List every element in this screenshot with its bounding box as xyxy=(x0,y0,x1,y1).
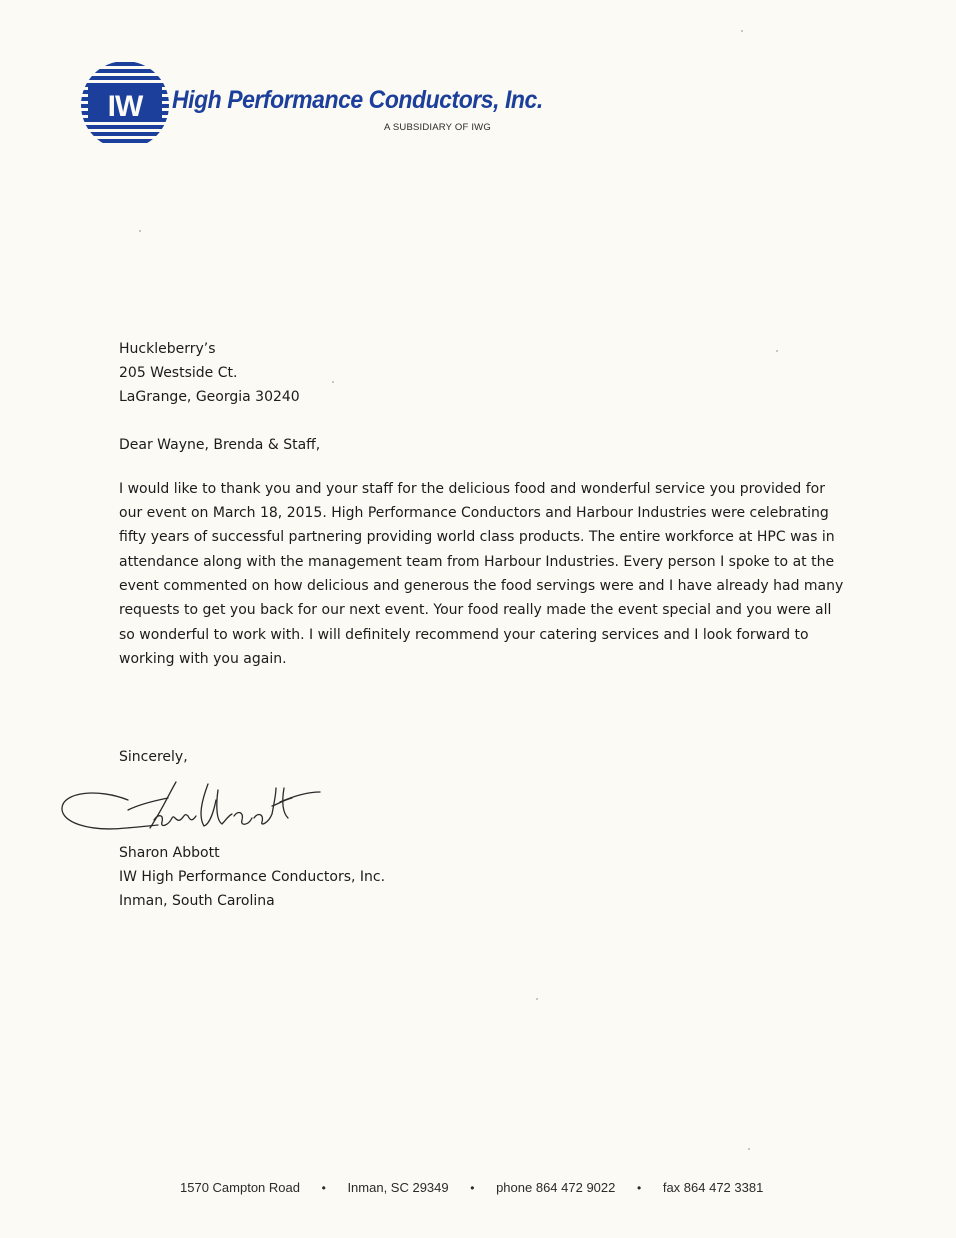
signature-icon xyxy=(58,770,338,840)
logo-mark: IW xyxy=(107,90,143,123)
scan-speck xyxy=(741,30,743,32)
body-line: attendance along with the management team from Harbour Industries. Every person I spoke to at the xyxy=(119,554,835,570)
signer-location: Inman, South Carolina xyxy=(119,893,275,909)
footer-separator: • xyxy=(470,1181,475,1195)
letterhead xyxy=(80,60,543,160)
company-name: High Performance Conductors, Inc. xyxy=(172,86,543,114)
body-line: event commented on how delicious and generous the food servings were and I have already had many xyxy=(119,578,844,594)
footer-phone: phone 864 472 9022 xyxy=(496,1180,616,1195)
subsidiary-line: A SUBSIDIARY OF IWG xyxy=(384,122,491,133)
recipient-street: 205 Westside Ct. xyxy=(119,365,238,381)
recipient-city: LaGrange, Georgia 30240 xyxy=(119,389,300,405)
scan-speck xyxy=(748,1148,750,1150)
signer-name: Sharon Abbott xyxy=(119,845,220,861)
footer-fax: fax 864 472 3381 xyxy=(662,1180,764,1195)
body-line: working with you again. xyxy=(119,651,287,667)
recipient-address xyxy=(119,337,300,409)
signer-company: IW High Performance Conductors, Inc. xyxy=(119,869,386,885)
body-line: I would like to thank you and your staff for the delicious food and wonderful service you provided for xyxy=(119,481,825,497)
scan-speck xyxy=(332,381,334,383)
iw-logo-icon xyxy=(80,60,170,150)
letterhead-footer xyxy=(180,1180,763,1195)
body-line: so wonderful to work with. I will definitely recommend your catering services and I look forward to xyxy=(119,627,809,643)
footer-street: 1570 Campton Road xyxy=(180,1180,300,1195)
footer-separator: • xyxy=(321,1181,326,1195)
body-line: our event on March 18, 2015. High Performance Conductors and Harbour Industries were celebrating xyxy=(119,505,829,521)
scan-speck xyxy=(776,350,778,352)
body-line: requests to get you back for our next event. Your food really made the event special and you were all xyxy=(119,602,832,618)
footer-separator: • xyxy=(637,1181,642,1195)
salutation: Dear Wayne, Brenda & Staff, xyxy=(119,437,321,453)
scan-speck xyxy=(536,998,538,1000)
closing: Sincerely, xyxy=(119,749,188,765)
signer-block xyxy=(119,841,385,913)
scan-speck xyxy=(139,230,141,232)
recipient-name: Huckleberry’s xyxy=(119,341,216,357)
body-line: fifty years of successful partnering providing world class products. The entire workforce at HPC was in xyxy=(119,529,835,545)
footer-city: Inman, SC 29349 xyxy=(347,1180,449,1195)
